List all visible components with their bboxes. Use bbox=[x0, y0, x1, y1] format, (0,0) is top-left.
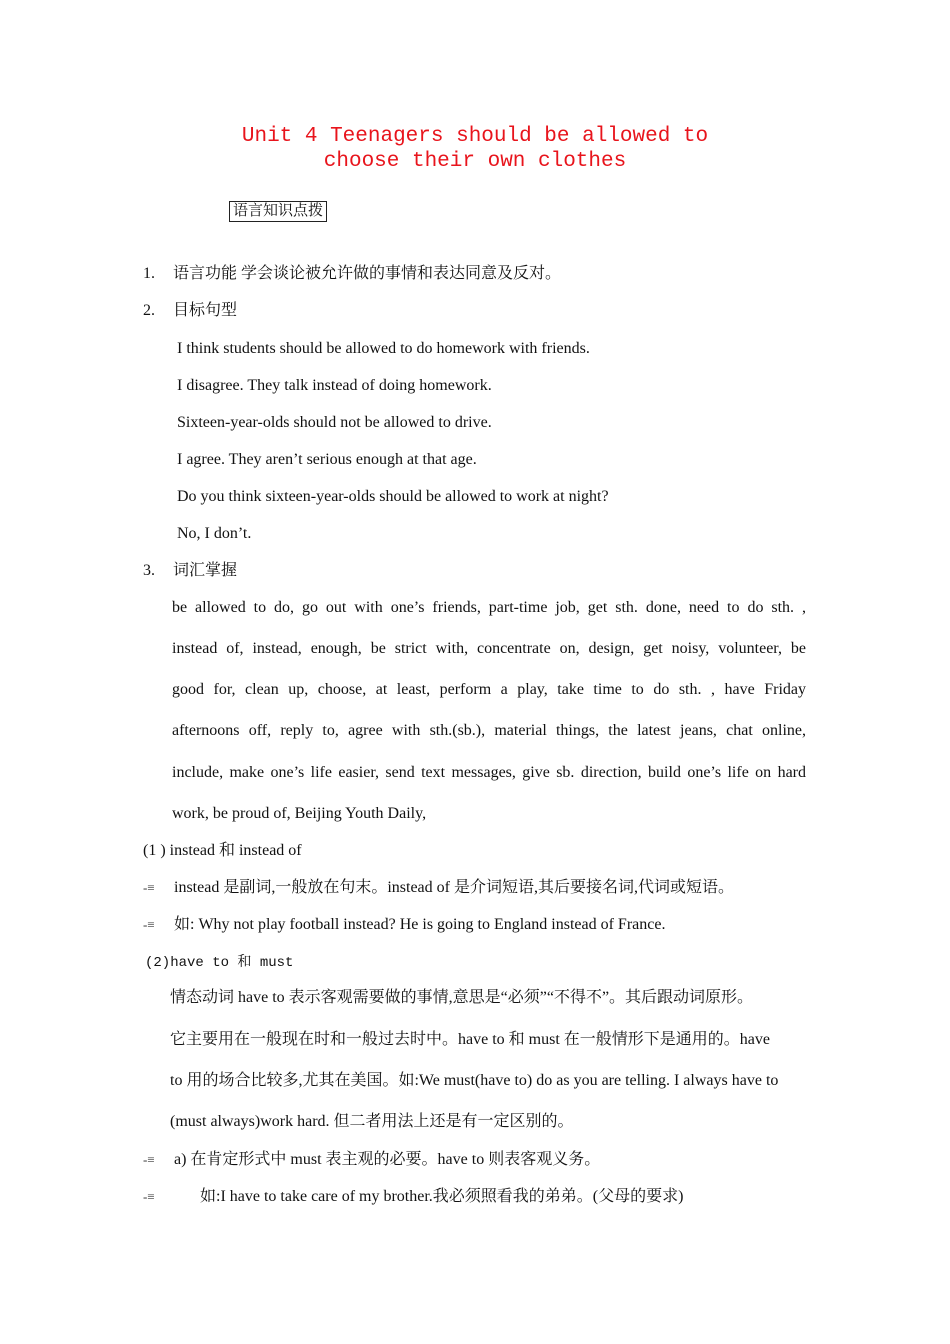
vocab-line: work, be proud of, Beijing Youth Daily, bbox=[172, 805, 427, 822]
target-sentence: I agree. They aren’t serious enough at that age. bbox=[177, 451, 477, 468]
item-3-text: 词汇掌握 bbox=[173, 562, 238, 579]
target-sentence: I think students should be allowed to do homework with friends. bbox=[177, 340, 590, 357]
point-2-paragraph-line: 它主要用在一般现在时和一般过去时中。have to 和 must 在一般情形下是通用的。have bbox=[170, 1031, 770, 1048]
point-2-paragraph-line: to 用的场合比较多,尤其在美国。如:We must(have to) do as you are telling. I always have to bbox=[170, 1072, 779, 1089]
section-label: 语言知识点拨 bbox=[229, 201, 327, 222]
vocab-line: afternoons off, reply to, agree with sth.(sb.), material things, the latest jeans, chat online, bbox=[172, 722, 806, 739]
vocab-line: include, make one’s life easier, send text messages, give sb. direction, build one’s life on hard bbox=[172, 764, 806, 781]
target-sentence: I disagree. They talk instead of doing homework. bbox=[177, 377, 492, 394]
point-2-sub-a: a) 在肯定形式中 must 表主观的必要。have to 则表客观义务。 bbox=[174, 1151, 601, 1168]
vocab-line: good for, clean up, choose, at least, perform a play, take time to do sth. , have Friday bbox=[172, 681, 806, 698]
item-2-text: 目标句型 bbox=[173, 302, 238, 319]
item-2-number: 2. bbox=[143, 302, 155, 319]
point-1-example: 如: Why not play football instead? He is going to England instead of France. bbox=[174, 916, 666, 933]
point-2-heading: (2)have to 和 must bbox=[145, 955, 294, 971]
bullet-mark: -≡ bbox=[143, 917, 155, 932]
point-2-paragraph-line: 情态动词 have to 表示客观需要做的事情,意思是“必须”“不得不”。其后跟动词原形。 bbox=[170, 989, 754, 1006]
document-title bbox=[0, 124, 950, 174]
bullet-mark: -≡ bbox=[143, 880, 155, 895]
point-1-explanation: instead 是副词,一般放在句末。instead of 是介词短语,其后要接名词,代词或短语。 bbox=[174, 879, 734, 896]
bullet-mark: -≡ bbox=[143, 1189, 155, 1204]
target-sentence: Do you think sixteen-year-olds should be allowed to work at night? bbox=[177, 488, 609, 505]
item-1-number: 1. bbox=[143, 265, 155, 282]
point-2-example-a: 如:I have to take care of my brother.我必须照看我的弟弟。(父母的要求) bbox=[200, 1188, 684, 1205]
vocab-line: be allowed to do, go out with one’s friends, part-time job, get sth. done, need to do sth. , bbox=[172, 599, 806, 616]
title-line-1: Unit 4 Teenagers should be allowed to bbox=[241, 125, 709, 148]
item-1-text: 语言功能 学会谈论被允许做的事情和表达同意及反对。 bbox=[173, 265, 562, 282]
title-line-2: choose their own clothes bbox=[323, 150, 627, 173]
target-sentence: Sixteen-year-olds should not be allowed to drive. bbox=[177, 414, 492, 431]
bullet-mark: -≡ bbox=[143, 1152, 155, 1167]
vocab-line: instead of, instead, enough, be strict with, concentrate on, design, get noisy, volunteer, be bbox=[172, 640, 806, 657]
item-3-number: 3. bbox=[143, 562, 155, 579]
point-2-paragraph-line: (must always)work hard. 但二者用法上还是有一定区别的。 bbox=[170, 1113, 574, 1130]
point-1-heading: (1 ) instead 和 instead of bbox=[143, 842, 302, 859]
target-sentence: No, I don’t. bbox=[177, 525, 252, 542]
